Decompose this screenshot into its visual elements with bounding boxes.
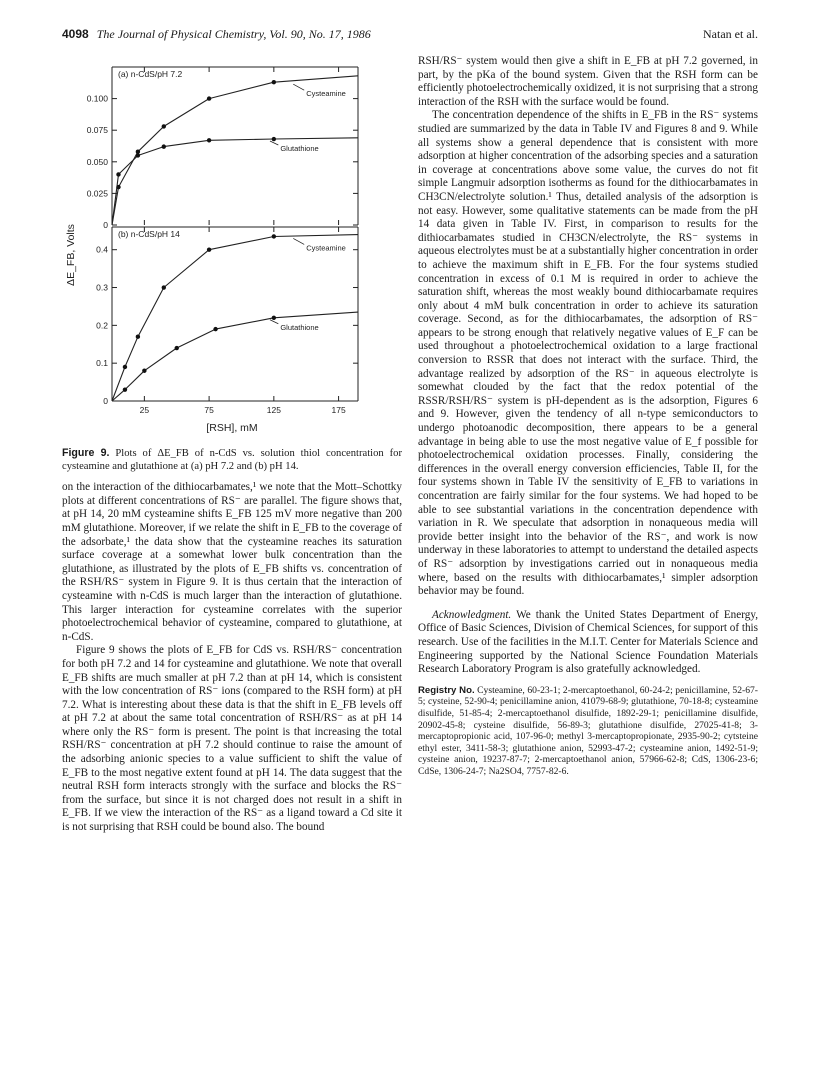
- data-point-cysteamine: [136, 334, 140, 338]
- y-tick-label: 0: [103, 396, 108, 406]
- data-point-glutathione: [116, 172, 120, 176]
- body-paragraph: on the interaction of the dithiocarbamates,¹ we note that the Mott–Schottky plots at different concentrations of RS⁻ are parallel. The figure shows that, at pH 14, 20 mM cysteamine shifts E_FB 125 mV more negative than 200 mM glutathione. Moreover, if we relate the shift in E_FB to the coverage of the adsorbate,¹ the data show that the cysteamine reaches its saturation surface coverage at a somewhat lower bulk concentration than the glutathione, as illustrated by the plots of E_FB shifts vs. concentration of the RSH/RS⁻ system in Figure 9. It is thus certain that the interaction of cysteamine with n-CdS is much larger than the interaction of glutathione. This larger interaction for cysteamine correlates with the superior photoelectrochemical behavior of cysteamine, compared to glutathione, at n-CdS.: [62, 481, 402, 643]
- data-point-glutathione: [162, 144, 166, 148]
- data-point-cysteamine: [272, 234, 276, 238]
- series-label-leader: [293, 238, 304, 244]
- data-point-glutathione: [175, 346, 179, 350]
- data-point-glutathione: [136, 153, 140, 157]
- figure-9: [62, 55, 402, 445]
- series-line-glutathione: [112, 138, 358, 225]
- series-line-cysteamine: [112, 76, 358, 225]
- series-label-leader: [270, 320, 278, 324]
- series-label-leader: [293, 84, 304, 90]
- body-paragraph: Figure 9 shows the plots of E_FB for CdS vs. RSH/RS⁻ concentration for both pH 7.2 and 14 for cysteamine and glutathione. We note that overall E_FB shifts are much smaller at pH 7.2 than at pH 14, which is consistent with the low concentration of RS⁻ ions (compared to the RSH form) at pH 7.2. What is interesting about these data is that the shift in E_FB levels off at pH 7.2 at about the same total concentration of RSH/RS⁻ as at pH 14 where only the RS⁻ form is present. The point is that increasing the total RSH/RS⁻ concentration at pH 7.2 should continue to raise the amount of the adsorbing anionic species to a value sufficient to shift the value of E_FB to the most negative extent found at pH 14. The data suggest that the neutral RSH form interacts strongly with the surface and blocks the RS⁻ from the surface, but since it is not charged does not result in a shift in E_FB. If we view the interaction of the RS⁻ as a ligand toward a Cd site it is not surprising that RSH could be bound also. The bound: [62, 644, 402, 834]
- caption-label: Figure 9.: [62, 447, 110, 459]
- registry-label: Registry No.: [418, 684, 475, 696]
- y-tick-label: 0.100: [86, 93, 108, 104]
- page-number: 4098: [62, 27, 89, 41]
- acknowledgment: [418, 609, 758, 677]
- panel-a-label: (a) n-CdS/pH 7.2: [118, 69, 183, 79]
- series-label-glutathione: Glutathione: [280, 322, 319, 332]
- y-tick-label: 0.2: [96, 320, 108, 331]
- x-tick-label: 175: [331, 405, 346, 415]
- panel-b-label: (b) n-CdS/pH 14: [118, 229, 180, 239]
- series-line-cysteamine: [112, 235, 358, 401]
- data-point-cysteamine: [162, 124, 166, 128]
- x-axis-label: [RSH], mM: [206, 422, 258, 434]
- data-point-glutathione: [142, 369, 146, 373]
- acknowledgment-label: Acknowledgment.: [432, 608, 512, 621]
- data-point-cysteamine: [207, 96, 211, 100]
- right-column: [418, 55, 758, 777]
- data-point-glutathione: [272, 137, 276, 141]
- y-tick-label: 0.4: [96, 244, 108, 255]
- y-tick-label: 0: [103, 220, 108, 230]
- series-label-cysteamine: Cysteamine: [306, 89, 346, 99]
- registry-numbers: [418, 685, 758, 778]
- figure-caption: [62, 447, 402, 473]
- data-point-glutathione: [272, 316, 276, 320]
- running-authors: Natan et al.: [703, 27, 758, 41]
- journal-title: The Journal of Physical Chemistry, Vol. 90, No. 17, 1986: [96, 27, 371, 41]
- left-column: [62, 55, 402, 835]
- registry-text: Cysteamine, 60-23-1; 2-mercaptoethanol, 60-24-2; penicillamine, 52-67-5; cysteine, 52-90-4; penicillamine anion, 41079-68-9; glutathione, 70-18-8; cysteamine disulfide, 51-85-4; 2-mercaptoethanol disulfide, 1892-29-1; penicillamine disulfide, 20902-45-8; cysteine disulfide, 56-89-3; glutathione disulfide, 27025-41-8; 3-mercaptopropionic acid, 107-96-0; methyl 3-mercaptopropionate, 2935-90-2; cytsteine ethyl ester, 3411-58-3; glutathione anion, 52993-47-2; cysteamine anion, 1492-51-9; cysteine anion, 19237-87-7; 2-mercaptoethanol anion, 57966-62-8; CdS, 1306-23-6; CdSe, 1306-24-7; Na2SO4, 7757-82-6.: [418, 684, 758, 777]
- data-point-cysteamine: [136, 149, 140, 153]
- series-line-glutathione: [112, 312, 358, 401]
- x-tick-label: 25: [139, 405, 150, 415]
- y-tick-label: 0.025: [86, 188, 108, 199]
- data-point-cysteamine: [123, 365, 127, 369]
- chart-marks: [87, 67, 358, 415]
- acknowledgment-text: We thank the United States Department of Energy, Office of Basic Sciences, Division of Chemical Sciences, for support of this research. Use of the facilities in the M.I.T. Center for Materials Science and Engineering supported by the National Science Foundation Materials Research Laboratory Program is also gratefully acknowledged.: [418, 608, 759, 676]
- x-tick-label: 125: [266, 405, 281, 415]
- body-paragraph: RSH/RS⁻ system would then give a shift in E_FB at pH 7.2 governed, in part, by the pKa of the bound system. Given that the RSH form can be efficiently photoelectrochemically oxidized, it is not surprising that a strong interaction of the RSH with the surface would be found.: [418, 55, 758, 108]
- y-tick-label: 0.1: [96, 358, 108, 369]
- data-point-cysteamine: [207, 247, 211, 251]
- series-label-leader: [270, 141, 278, 145]
- data-point-glutathione: [207, 138, 211, 142]
- y-axis-label: ΔE_FB, Volts: [65, 224, 77, 286]
- data-point-cysteamine: [272, 80, 276, 84]
- data-point-glutathione: [123, 387, 127, 391]
- body-paragraph: The concentration dependence of the shifts in E_FB in the RS⁻ systems studied are summarized by the data in Table IV and Figures 8 and 9. While all systems show a general dependence that is consistent with more adsorption at higher concentration of the adsorbing species and a saturation in coverage at concentrations above some value, the curves do not fit simple Langmuir adsorption isotherms as found for the dithiocarbamates in CH3CN/electrolyte solution.¹ Thus, detailed analysis of the adsorption is not easy. However, some qualitative statements can be made from the pH 14 data given in Table IV. First, in comparison to results for the dithiocarbamates studied in CH3CN/electrolyte, the RS⁻ systems in aqueous electrolytes must be at a substantially higher concentration in order to achieve the maximum shift in E_FB. For the four systems studied concentration in excess of 0.1 M is required in order to achieve the saturation shift, whereas the most weakly bound dithiocarbamate requires only about 4 mM bulk concentration in order to achieve its saturation coverage. Second, as for the dithiocarbamates, the adsorption of RS⁻ appears to be strong enough that relatively negative values of E_F can be used throughout a photoelectrochemical oxidation to a large fractional conversion to RSSR that does not interact with the surface. Third, the advantage realized by adsorption of the RS⁻ in aqueous electrolyte is somewhat clouded by the fact that the redox potential of the RSSR/RSH/RS⁻ system is pH-dependent as is the adsorption, Figures 6 and 9. However, given the tendency of all n-type semiconductors to undergo photoanodic decomposition, there appears to be a general advantage in being able to use the most negative value of E_f possible for photoelectrochemical oxidation processes. Finally, considering the differences in the overall energy conversion efficiencies, Table II, for the four systems shown in Table IV the sensitivity of E_FB to variations in concentration are fairly similar for the four systems. We had hoped to be able to see substantial variations in the concentration dependence with variation in R. We speculate that adsorption in nonaqueous media will provide better insight into the behavior of the RS⁻, and work is now underway in these laboratories to attempt to understand the detailed aspects of RS⁻ adsorption by investigations carried out in nonaqueous media where, based on the results with dithiocarbamates,¹ simpler adsorption behavior may be found.: [418, 109, 758, 598]
- x-tick-label: 75: [204, 405, 214, 415]
- y-tick-label: 0.050: [86, 156, 108, 167]
- figure-9-plot: [62, 55, 402, 445]
- y-tick-label: 0.075: [86, 125, 108, 136]
- data-point-cysteamine: [162, 285, 166, 289]
- series-label-cysteamine: Cysteamine: [306, 243, 346, 253]
- y-tick-label: 0.3: [96, 282, 108, 293]
- data-point-glutathione: [213, 327, 217, 331]
- series-label-glutathione: Glutathione: [280, 144, 319, 154]
- caption-text: Plots of ΔE_FB of n-CdS vs. solution thiol concentration for cysteamine and glutathione at (a) pH 7.2 and (b) pH 14.: [62, 448, 402, 472]
- page-header: [62, 27, 758, 45]
